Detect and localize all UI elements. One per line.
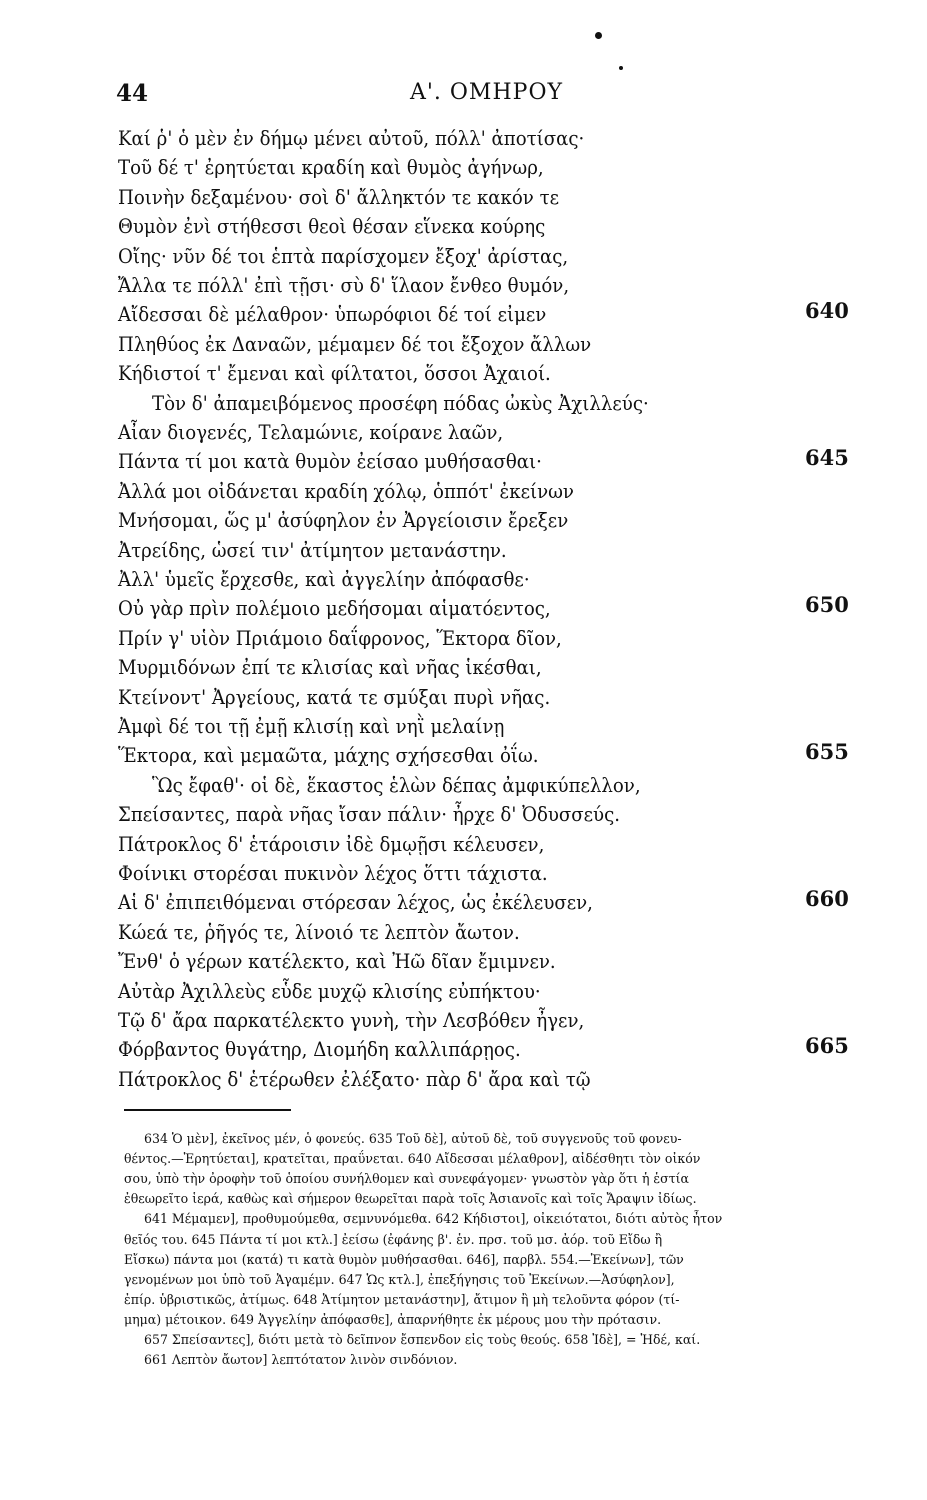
verse-line: Ἀλλ' ὑμεῖς ἔρχεσθε, καὶ ἀγγελίην ἀπόφασθε· bbox=[118, 568, 530, 591]
verse-line: Μυρμιδόνων ἐπί τε κλισίας καὶ νῆας ἱκέσθαι, bbox=[118, 656, 542, 679]
page-number: 44 bbox=[116, 80, 149, 107]
verse-line: Πάτροκλος δ' ἑτέρωθεν ἐλέξατο· πὰρ δ' ἄρα καὶ τῷ bbox=[118, 1068, 591, 1091]
verse-line: Ἀμφὶ δέ τοι τῇ ἐμῇ κλισίῃ καὶ νηῒ μελαίνῃ bbox=[118, 715, 505, 738]
verse-line: Οὐ γὰρ πρὶν πολέμοιο μεδήσομαι αἱματόεντος, bbox=[118, 597, 551, 620]
line-number: 660 bbox=[805, 886, 849, 911]
footnote-line: 641 Μέμαμεν], προθυμούμεθα, σεμνυνόμεθα. 642 Κήδιστοι], οἰκειότατοι, διότι αὐτὸς ἦτον bbox=[144, 1212, 723, 1227]
footnote-line: μημα) μέτοικον. 649 Ἀγγελίην ἀπόφασθε], ἀπαρνήθητε ἐκ μέρους μου τὴν πρότασιν. bbox=[124, 1313, 662, 1328]
verse-line: Ἄλλα τε πόλλ' ἐπὶ τῇσι· σὺ δ' ἵλαον ἔνθεο θυμόν, bbox=[118, 274, 570, 297]
verse-line: Τοῦ δέ τ' ἐρητύεται κραδίη καὶ θυμὸς ἀγήνωρ, bbox=[118, 156, 544, 179]
verse-line: Τῷ δ' ἄρα παρκατέλεκτο γυνὴ, τὴν Λεσβόθεν ἦγεν, bbox=[118, 1009, 585, 1032]
verse-line: Οἴης· νῦν δέ τοι ἑπτὰ παρίσχομεν ἔξοχ' ἀρίστας, bbox=[118, 245, 569, 268]
verse-line: Κώεά τε, ῥῆγός τε, λίνοιό τε λεπτὸν ἄωτον. bbox=[118, 921, 520, 944]
verse-line: Καί ῥ' ὁ μὲν ἐν δήμῳ μένει αὐτοῦ, πόλλ' ἀποτίσας· bbox=[118, 127, 585, 150]
ink-speck bbox=[595, 32, 602, 39]
footnote-line: ἐθεωρεῖτο ἱερά, καθὼς καὶ σήμερον θεωρεῖται παρὰ τοῖς Ἀσιανοῖς καὶ τοῖς Ἄραψιν ἰδίως. bbox=[124, 1192, 697, 1207]
verse-line: Πρίν γ' υἱὸν Πριάμοιο δαΐφρονος, Ἕκτορα δῖον, bbox=[118, 627, 562, 650]
running-title: Α'. ΟΜΗΡΟΥ bbox=[409, 80, 564, 105]
verse-line: Πάτροκλος δ' ἑτάροισιν ἰδὲ δμῳῇσι κέλευσεν, bbox=[118, 833, 545, 856]
footnote-line: θεῖός του. 645 Πάντα τί μοι κτλ.] ἐείσω (ἐφάνης β'. ἑν. πρσ. τοῦ μσ. ἀόρ. τοῦ Εἴδω ἢ bbox=[124, 1233, 663, 1248]
verse-line: Αἱ δ' ἐπιπειθόμεναι στόρεσαν λέχος, ὡς ἐκέλευσεν, bbox=[118, 891, 593, 914]
footnote-line: σου, ὑπὸ τὴν ὀροφὴν τοῦ ὁποίου συνήλθομεν καὶ συνεφάγομεν· γνωστὸν γὰρ ὅτι ἡ ἑστία bbox=[124, 1172, 690, 1187]
footnote-rule bbox=[124, 1109, 291, 1111]
verse-line: Αἶαν διογενές, Τελαμώνιε, κοίρανε λαῶν, bbox=[118, 421, 504, 444]
verse-line: Αὐτὰρ Ἀχιλλεὺς εὗδε μυχῷ κλισίης εὐπήκτου· bbox=[118, 980, 541, 1003]
footnote-line: ἐπίρ. ὑβριστικῶς, ἀτίμως. 648 Ἀτίμητον μετανάστην], ἄτιμον ἢ μὴ τελοῦντα φόρον (τί- bbox=[124, 1293, 680, 1308]
verse-line: Ποινὴν δεξαμένου· σοὶ δ' ἄλληκτόν τε κακόν τε bbox=[118, 186, 560, 209]
verse-line: Σπείσαντες, παρὰ νῆας ἴσαν πάλιν· ἦρχε δ' Ὀδυσσεύς. bbox=[118, 803, 621, 826]
verse-line: Μνήσομαι, ὥς μ' ἀσύφηλον ἐν Ἀργείοισιν ἔρεξεν bbox=[118, 509, 569, 532]
verse-line: Ἀτρείδης, ὡσεί τιν' ἀτίμητον μετανάστην. bbox=[118, 539, 507, 562]
line-number: 640 bbox=[805, 298, 849, 323]
footnote-line: 634 Ὁ μὲν], ἐκεῖνος μέν, ὁ φονεύς. 635 Τοῦ δὲ], αὐτοῦ δὲ, τοῦ συγγενοῦς τοῦ φονευ- bbox=[144, 1132, 682, 1147]
verse-line: Θυμὸν ἐνὶ στήθεσσι θεοὶ θέσαν εἵνεκα κούρης bbox=[118, 215, 546, 238]
line-number: 655 bbox=[805, 739, 849, 764]
verse-line: Αἴδεσσαι δὲ μέλαθρον· ὑπωρόφιοι δέ τοί εἰμεν bbox=[118, 303, 547, 326]
ink-speck bbox=[619, 66, 623, 70]
verse-line: Ὣς ἔφαθ'· οἱ δὲ, ἕκαστος ἑλὼν δέπας ἀμφικύπελλον, bbox=[152, 774, 641, 797]
verse-line: Ἕκτορα, καὶ μεμαῶτα, μάχης σχήσεσθαι ὀΐω. bbox=[118, 744, 539, 767]
page-header bbox=[116, 80, 857, 112]
footnote-line: 661 Λεπτὸν ἄωτον] λεπτότατον λινὸν σινδόνιον. bbox=[144, 1353, 458, 1368]
verse-line: Κήδιστοί τ' ἔμεναι καὶ φίλτατοι, ὅσσοι Ἀχαιοί. bbox=[118, 362, 551, 385]
verse-line: Πληθύος ἐκ Δαναῶν, μέμαμεν δέ τοι ἔξοχον ἄλλων bbox=[118, 333, 592, 356]
verse-line: Τὸν δ' ἀπαμειβόμενος προσέφη πόδας ὠκὺς Ἀχιλλεύς· bbox=[152, 392, 649, 415]
footnote-line: γενομένων μοι ὑπὸ τοῦ Ἀγαμέμν. 647 Ὡς κτλ.], ἐπεξήγησις τοῦ Ἐκείνων.—Ἀσύφηλον], bbox=[124, 1273, 675, 1288]
line-number: 650 bbox=[805, 592, 849, 617]
footnote-line: θέντος.—Ἐρητύεται], κρατεῖται, πραΰνεται. 640 Αἴδεσσαι μέλαθρον], αἰδέσθητι τὸν οἰκόν bbox=[124, 1152, 701, 1167]
verse-line: Φόρβαντος θυγάτηρ, Διομήδη καλλιπάρῃος. bbox=[118, 1038, 521, 1061]
footnote-line: 657 Σπείσαντες], διότι μετὰ τὸ δεῖπνον ἔσπενδον εἰς τοὺς θεούς. 658 Ἰδὲ], = Ἠδέ, καί. bbox=[144, 1333, 701, 1348]
verse-line: Ἀλλά μοι οἰδάνεται κραδίη χόλῳ, ὁππότ' ἐκείνων bbox=[118, 480, 574, 503]
line-number: 645 bbox=[805, 445, 849, 470]
verse-line: Κτείνοντ' Ἀργείους, κατά τε σμύξαι πυρὶ νῆας. bbox=[118, 686, 551, 709]
footnote-line: Εἴσκω) πάντα μοι (κατά) τι κατὰ θυμὸν μυθήσασθαι. 646], παρβλ. 554.—Ἐκείνων], τῶν bbox=[124, 1253, 684, 1268]
verse-line: Φοίνικι στορέσαι πυκινὸν λέχος ὅττι τάχιστα. bbox=[118, 862, 548, 885]
line-number: 665 bbox=[805, 1033, 849, 1058]
verse-line: Πάντα τί μοι κατὰ θυμὸν ἐείσαο μυθήσασθαι· bbox=[118, 450, 542, 473]
verse-line: Ἔνθ' ὁ γέρων κατέλεκτο, καὶ Ἠῶ δῖαν ἔμιμνεν. bbox=[118, 950, 556, 973]
